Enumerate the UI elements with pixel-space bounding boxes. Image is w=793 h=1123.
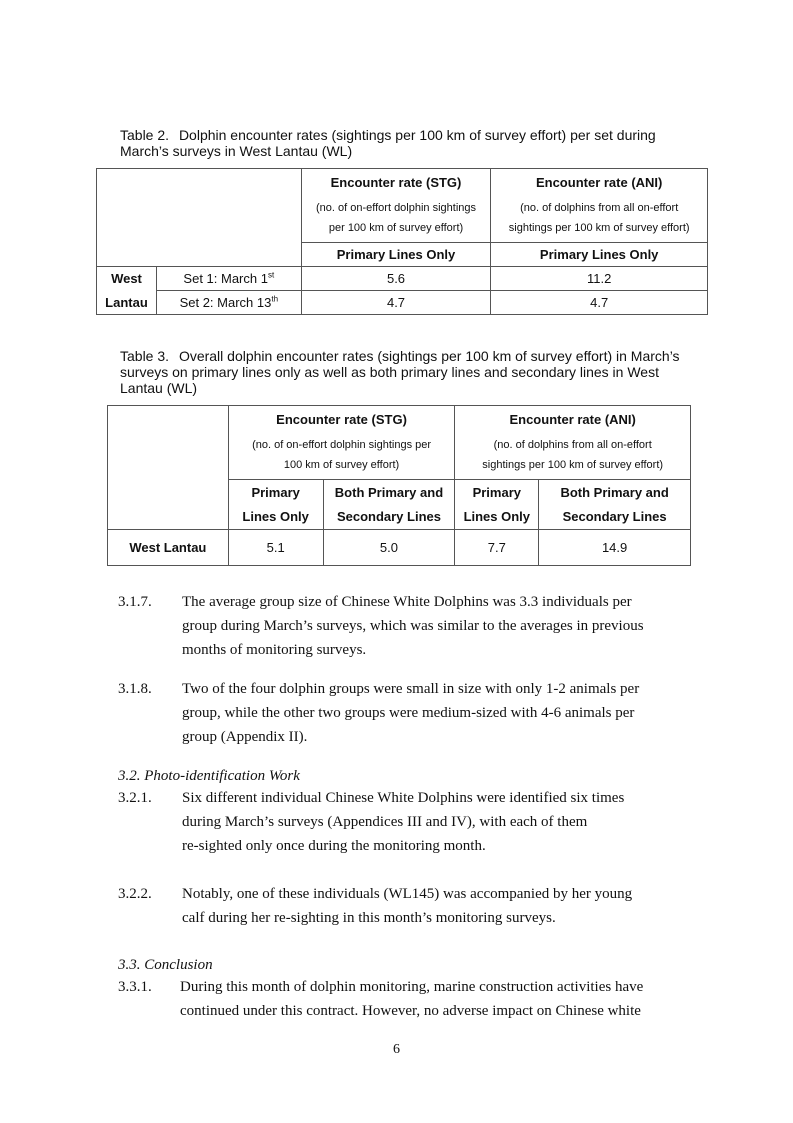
table3-caption: [120, 348, 700, 396]
table3-empty-header: [108, 406, 229, 530]
paragraph-line: re-sighted only once during the monitoring month.: [182, 838, 486, 854]
table3-caption-text: Overall dolphin encounter rates (sightings per 100 km of survey effort) in March’s surveys on primary lines only as well as both primary lines and secondary lines in West Lantau (WL): [120, 348, 680, 396]
table3-ani-both: [539, 480, 691, 530]
table3-stg-title: Encounter rate (STG): [276, 411, 407, 427]
table3-ani-both-b: Secondary Lines: [562, 508, 667, 524]
table2-stg-header: [301, 169, 491, 243]
table-row: [97, 267, 708, 291]
table3-stg-primary-a: Primary: [251, 484, 300, 500]
table2-ani-sub2: sightings per 100 km of survey effort): [508, 221, 690, 234]
paragraph-3-2-2: [118, 882, 698, 930]
table2-caption: [120, 127, 700, 159]
paragraph-line: calf during her re-sighting in this month’s monitoring surveys.: [182, 910, 556, 926]
table3-ani-primary-value: 7.7: [455, 530, 539, 566]
table2-set2-stg: 4.7: [301, 291, 491, 315]
table2-set2-sup: th: [271, 294, 279, 304]
paragraph-line: continued under this contract. However, no adverse impact on Chinese white: [180, 1003, 641, 1019]
table2-ani-lines: Primary Lines Only: [491, 243, 708, 267]
paragraph-line: Notably, one of these individuals (WL145) was accompanied by her young: [182, 886, 633, 902]
paragraph-number: 3.2.1.: [118, 790, 152, 806]
paragraph-line: Two of the four dolphin groups were small in size with only 1-2 animals per: [182, 681, 640, 697]
paragraph-line: The average group size of Chinese White Dolphins was 3.3 individuals per: [182, 594, 632, 610]
table3-ani-primary-b: Lines Only: [463, 508, 531, 524]
paragraph-line: group (Appendix II).: [182, 729, 308, 745]
table3-ani-title: Encounter rate (ANI): [509, 411, 636, 427]
table2-set1-stg: 5.6: [301, 267, 491, 291]
table2-caption-text: Dolphin encounter rates (sightings per 100 km of survey effort) per set during March’s surveys in West Lantau (WL): [120, 127, 656, 159]
paragraph-line: Six different individual Chinese White Dolphins were identified six times: [182, 790, 625, 806]
table3-caption-number: Table 3.: [120, 348, 170, 364]
table2-ani-header: [491, 169, 708, 243]
table3-stg-primary: [228, 480, 323, 530]
table-row: [108, 530, 691, 566]
table2-stg-sub2: per 100 km of survey effort): [328, 221, 464, 234]
table2-region-top: West: [97, 267, 157, 291]
table2-stg-title: Encounter rate (STG): [330, 174, 462, 190]
table3-ani-primary-a: Primary: [472, 484, 521, 500]
paragraph-3-1-7: [118, 590, 698, 662]
table3: [107, 405, 691, 566]
paragraph-line: group during March’s surveys, which was similar to the averages in previous: [182, 618, 644, 634]
table2-set1: [156, 267, 301, 291]
table2-caption-number: Table 2.: [120, 127, 170, 143]
table2-set1-sup: st: [267, 270, 275, 280]
table2-ani-sub1: (no. of dolphins from all on-effort: [520, 201, 679, 214]
paragraph-number: 3.1.7.: [118, 594, 152, 610]
paragraph-line: group, while the other two groups were medium-sized with 4-6 animals per: [182, 705, 635, 721]
table3-stg-sub1: (no. of on-effort dolphin sightings per: [252, 438, 432, 451]
table3-ani-header: [455, 406, 691, 480]
table3-ani-sub2: sightings per 100 km of survey effort): [482, 458, 664, 471]
table3-row-label: West Lantau: [108, 530, 229, 566]
table3-stg-both-b: Secondary Lines: [336, 508, 441, 524]
table2-set2-ani: 4.7: [491, 291, 708, 315]
paragraph-number: 3.3.1.: [118, 979, 152, 995]
table3-stg-header: [228, 406, 455, 480]
paragraph-line: during March’s surveys (Appendices III and IV), with each of them: [182, 814, 588, 830]
table3-stg-both-a: Both Primary and: [334, 484, 444, 500]
paragraph-3-1-8: [118, 677, 698, 749]
table3-ani-both-value: 14.9: [539, 530, 691, 566]
table2-set2: [156, 291, 301, 315]
paragraph-line: months of monitoring surveys.: [182, 642, 367, 658]
table3-stg-primary-b: Lines Only: [242, 508, 309, 524]
page-number: 6: [393, 1042, 400, 1057]
table3-ani-sub1: (no. of dolphins from all on-effort: [493, 438, 652, 451]
table2: [96, 168, 708, 315]
table2-set1-label: Set 1: March 1: [183, 271, 268, 286]
paragraph-number: 3.2.2.: [118, 886, 152, 902]
table2-region-bottom: Lantau: [97, 291, 157, 315]
paragraph-3-2-1: [118, 786, 698, 858]
table3-ani-primary: [455, 480, 539, 530]
section-heading-3-3: 3.3. Conclusion: [118, 957, 213, 973]
paragraph-line: During this month of dolphin monitoring, marine construction activities have: [180, 979, 644, 995]
table3-stg-both-value: 5.0: [323, 530, 455, 566]
table3-stg-sub2: 100 km of survey effort): [283, 458, 400, 471]
paragraph-number: 3.1.8.: [118, 681, 152, 697]
table-row: [97, 291, 708, 315]
table2-set2-label: Set 2: March 13: [179, 295, 272, 310]
table3-stg-primary-value: 5.1: [228, 530, 323, 566]
section-heading-3-2: 3.2. Photo-identification Work: [118, 768, 300, 784]
paragraph-3-3-1: [118, 975, 698, 1023]
table3-ani-both-a: Both Primary and: [560, 484, 669, 500]
table2-set1-ani: 11.2: [491, 267, 708, 291]
table2-empty-header: [97, 169, 302, 267]
table2-ani-title: Encounter rate (ANI): [535, 174, 663, 190]
table2-stg-lines: Primary Lines Only: [301, 243, 491, 267]
table2-stg-sub1: (no. of on-effort dolphin sightings: [316, 201, 477, 214]
table3-stg-both: [323, 480, 455, 530]
